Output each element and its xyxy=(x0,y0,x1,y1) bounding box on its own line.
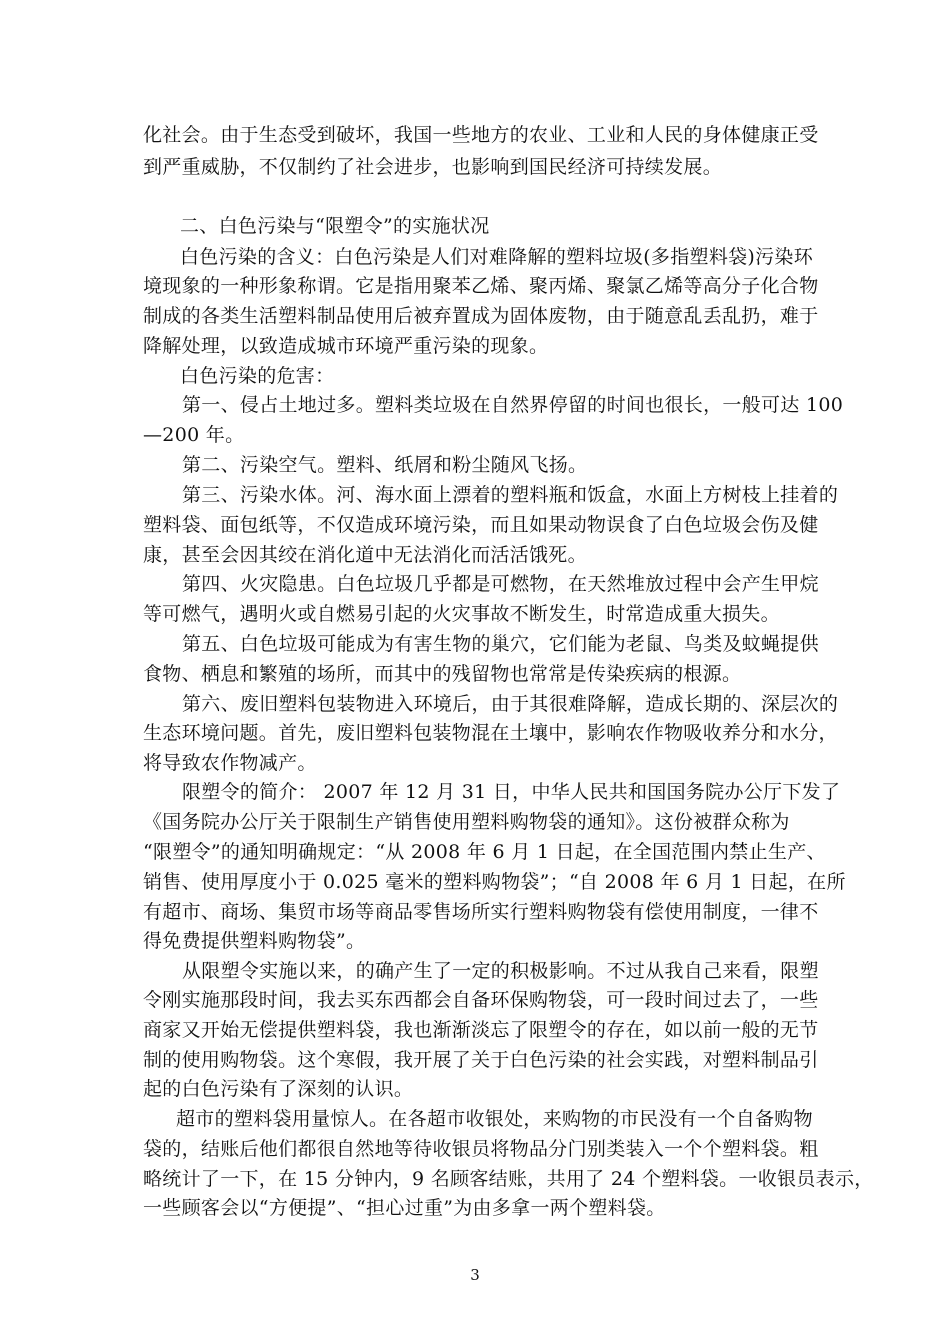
text-line: 袋的，结账后他们都很自然地等待收银员将物品分门别类装入一个个塑料袋。粗 xyxy=(143,1138,819,1160)
text-line: 到严重威胁，不仅制约了社会进步，也影响到国民经济可持续发展。 xyxy=(143,156,723,178)
text-line: —200 年。 xyxy=(143,424,245,446)
text-line: 第六、废旧塑料包装物进入环境后，由于其很难降解，造成长期的、深层次的 xyxy=(182,693,839,715)
text-line: 康，甚至会因其绞在消化道中无法消化而活活饿死。 xyxy=(143,544,587,566)
text-line: 从限塑令实施以来，的确产生了一定的积极影响。不过从我自己来看，限塑 xyxy=(182,960,819,982)
text-line: 第五、白色垃圾可能成为有害生物的巢穴，它们能为老鼠、鸟类及蚊蝇提供 xyxy=(182,633,819,655)
text-line: 制的使用购物袋。这个寒假，我开展了关于白色污染的社会实践，对塑料制品引 xyxy=(143,1049,819,1071)
text-line: 起的白色污染有了深刻的认识。 xyxy=(143,1078,414,1100)
text-line: 一些顾客会以“方便提”、“担心过重”为由多拿一两个塑料袋。 xyxy=(143,1197,666,1219)
text-line: 销售、使用厚度小于 0.025 毫米的塑料购物袋”；“自 2008 年 6 月 1 日起，在所 xyxy=(143,871,846,893)
text-line: “限塑令”的通知明确规定：“从 2008 年 6 月 1 日起，在全国范围内禁止生产、 xyxy=(143,841,826,863)
text-line: 令刚实施那段时间，我去买东西都会自备环保购物袋，可一段时间过去了，一些 xyxy=(143,989,819,1011)
text-line: 《国务院办公厅关于限制生产销售使用塑料购物袋的通知》。这份被群众称为 xyxy=(143,811,790,833)
text-line: 生态环境问题。首先，废旧塑料包装物混在土壤中，影响农作物吸收养分和水分， xyxy=(143,722,838,744)
text-line: 第四、火灾隐患。白色垃圾几乎都是可燃物，在天然堆放过程中会产生甲烷 xyxy=(182,573,819,595)
text-line: 超市的塑料袋用量惊人。在各超市收银处，来购物的市民没有一个自备购物 xyxy=(176,1108,813,1130)
text-line: 等可燃气，遇明火或自燃易引起的火灾事故不断发生，时常造成重大损失。 xyxy=(143,603,780,625)
text-line: 第一、侵占土地过多。塑料类垃圾在自然界停留的时间也很长，一般可达 100 xyxy=(182,394,844,416)
text-line: 得免费提供塑料购物袋”。 xyxy=(143,930,366,952)
text-line: 第三、污染水体。河、海水面上漂着的塑料瓶和饭盒，水面上方树枝上挂着的 xyxy=(182,484,839,506)
text-line: 略统计了一下，在 15 分钟内，9 名顾客结账，共用了 24 个塑料袋。一收银员表示， xyxy=(143,1168,874,1190)
text-line: 塑料袋、面包纸等，不仅造成环境污染，而且如果动物误食了白色垃圾会伤及健 xyxy=(143,514,819,536)
text-line: 化社会。由于生态受到破坏，我国一些地方的农业、工业和人民的身体健康正受 xyxy=(143,124,819,146)
page-number: 3 xyxy=(470,1266,480,1284)
text-line: 境现象的一种形象称谓。它是指用聚苯乙烯、聚丙烯、聚氯乙烯等高分子化合物 xyxy=(143,275,819,297)
text-line: 商家又开始无偿提供塑料袋，我也渐渐淡忘了限塑令的存在，如以前一般的无节 xyxy=(143,1019,819,1041)
text-line: 第二、污染空气。塑料、纸屑和粉尘随风飞扬。 xyxy=(182,454,588,476)
text-line: 有超市、商场、集贸市场等商品零售场所实行塑料购物袋有偿使用制度，一律不 xyxy=(143,901,819,923)
text-line: 食物、栖息和繁殖的场所，而其中的残留物也常常是传染疾病的根源。 xyxy=(143,663,742,685)
subheading: 白色污染的危害： xyxy=(180,365,335,387)
text-line: 将导致农作物减产。 xyxy=(143,752,317,774)
text-line: 限塑令的简介： 2007 年 12 月 31 日，中华人民共和国国务院办公厅下发了 xyxy=(182,781,841,803)
text-line: 制成的各类生活塑料制品使用后被弃置成为固体废物，由于随意乱丢乱扔，难于 xyxy=(143,305,819,327)
section-heading: 二、白色污染与“限塑令”的实施状况 xyxy=(180,215,490,237)
text-line: 白色污染的含义：白色污染是人们对难降解的塑料垃圾(多指塑料袋)污染环 xyxy=(180,246,814,268)
text-line: 降解处理，以致造成城市环境严重污染的现象。 xyxy=(143,335,549,357)
